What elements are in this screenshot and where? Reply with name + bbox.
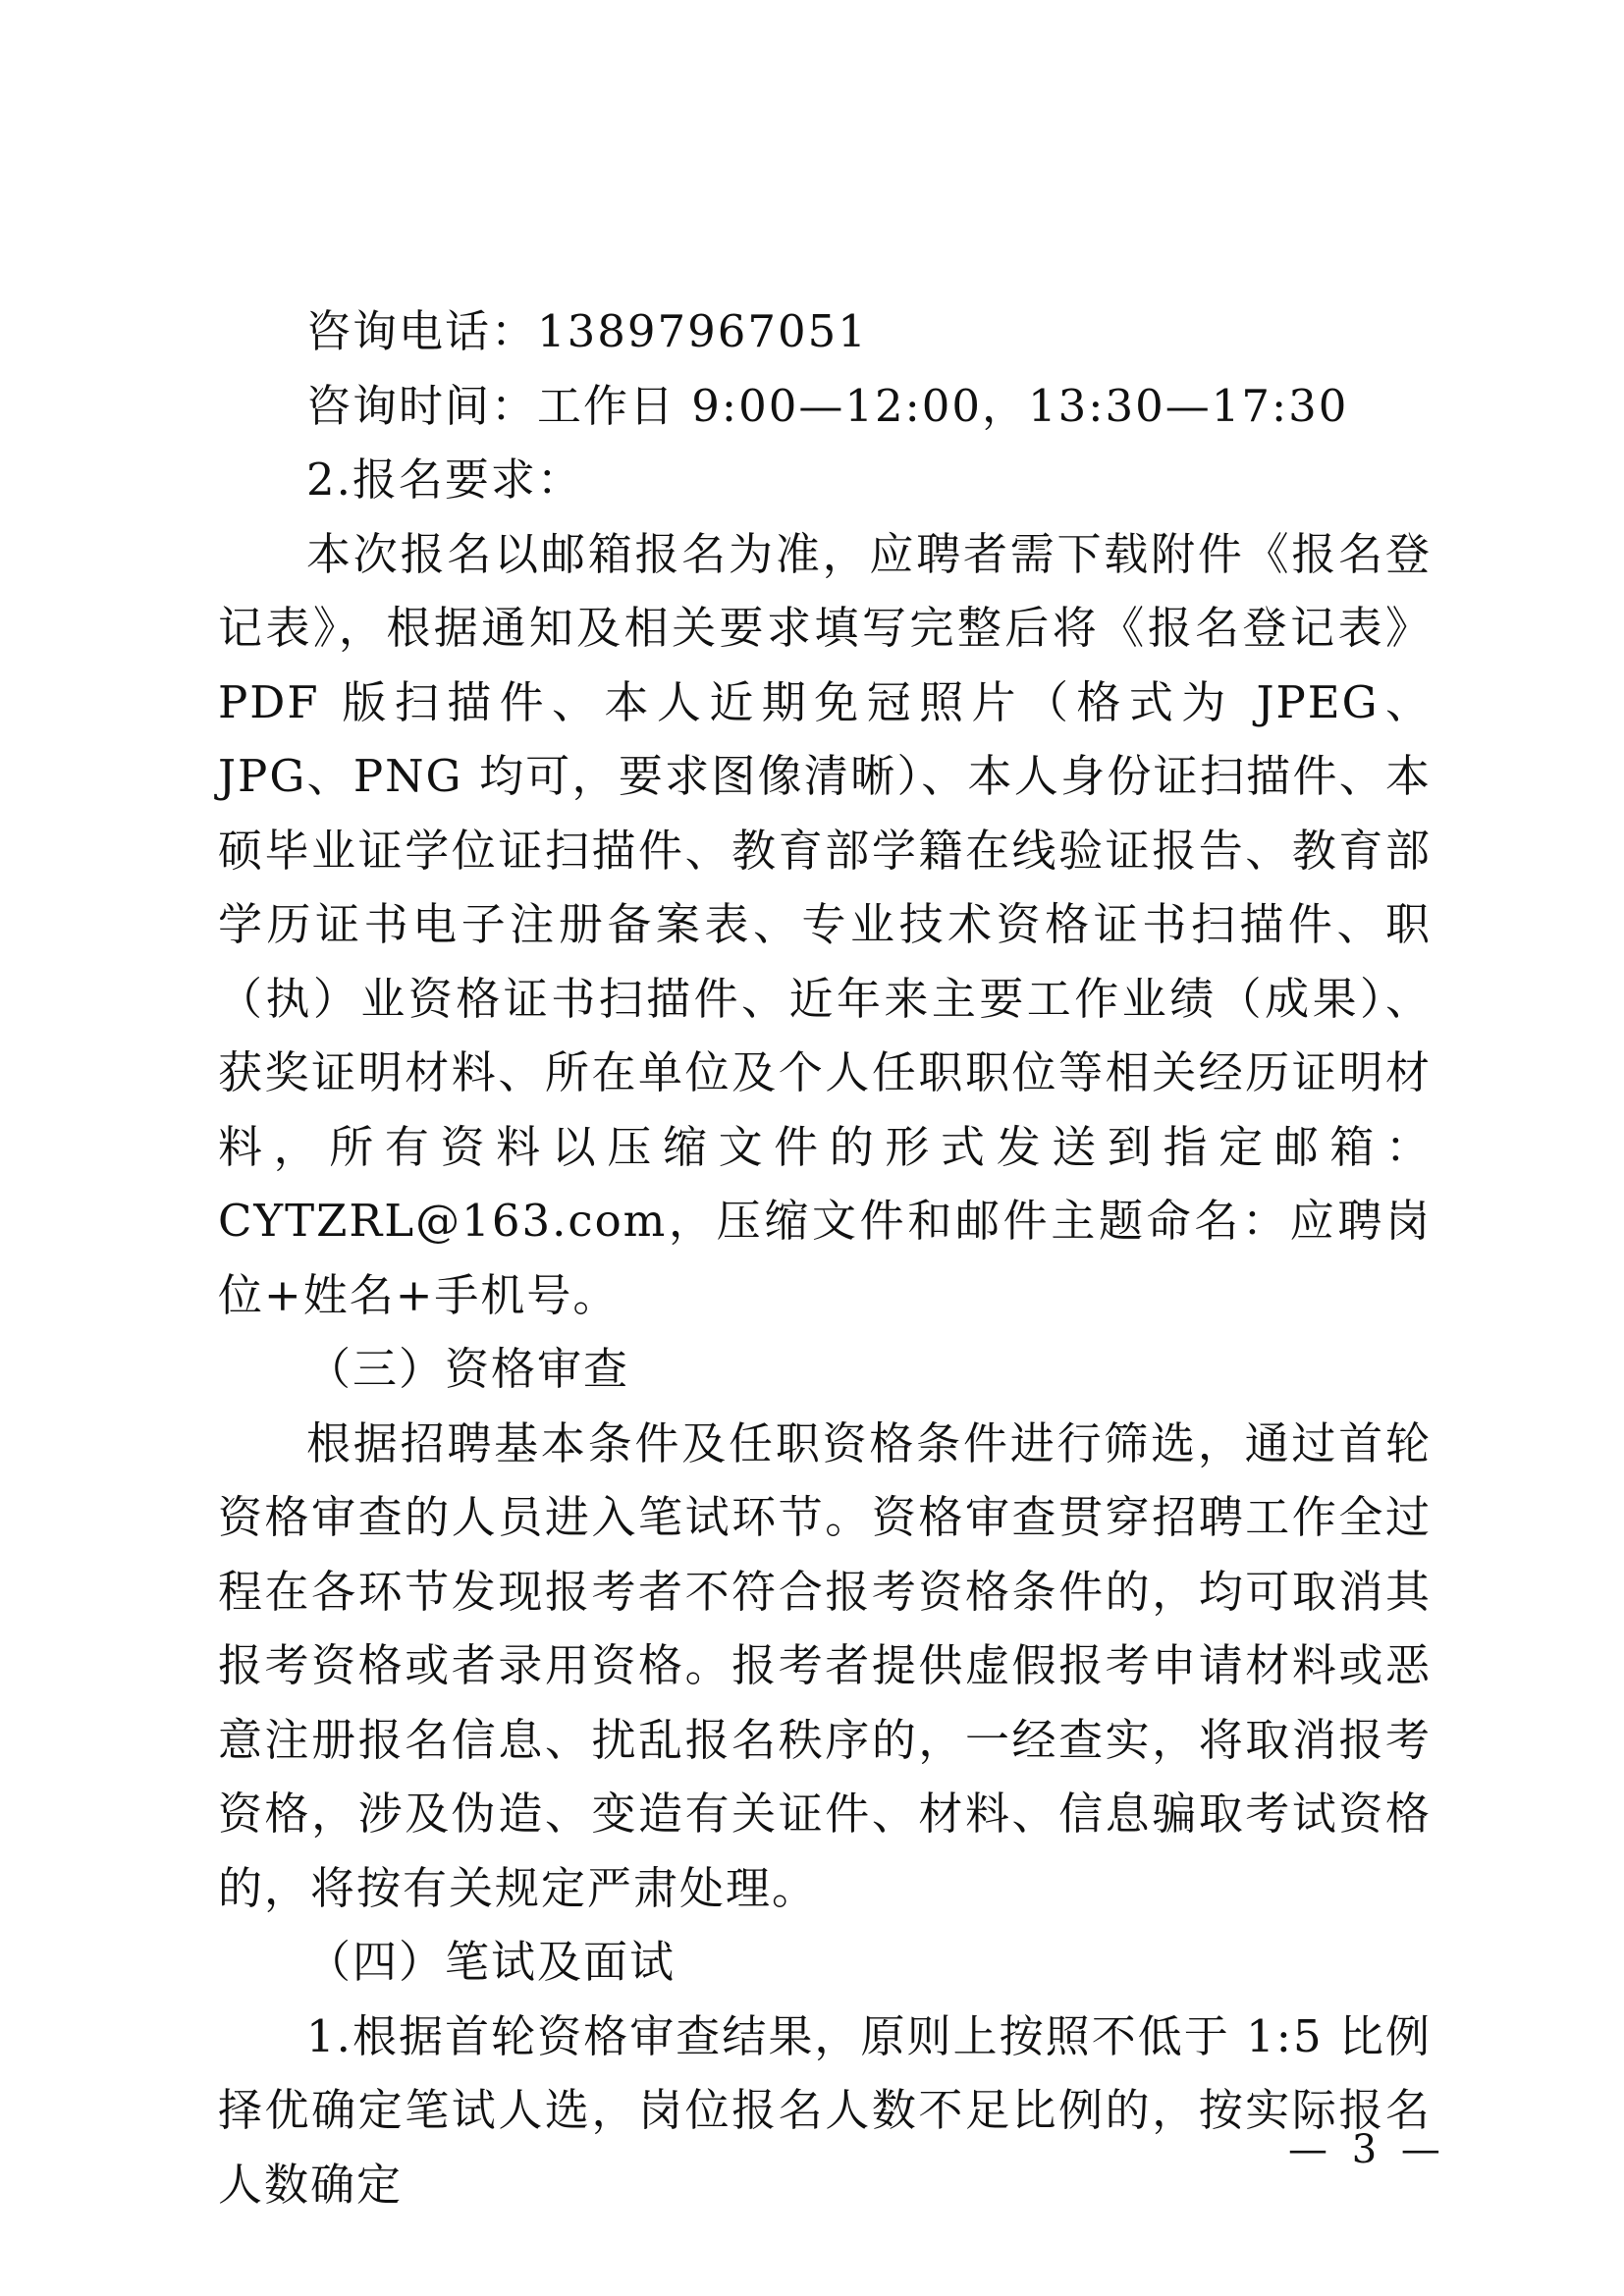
registration-requirements-heading: 2.报名要求：: [306, 454, 583, 506]
exam-interview-heading: （四）笔试及面试: [306, 1936, 677, 1988]
document-body: [218, 294, 1432, 2221]
consult-time-line: 咨询时间：工作日 9:00—12:00，13:30—17:30: [306, 379, 1349, 432]
consult-phone-line: 咨询电话：13897967051: [306, 305, 868, 357]
exam-interview-paragraph: 1.根据首轮资格审查结果，原则上按照不低于 1:5 比例择优确定笔试人选，岗位报名人数不足比例的，按实际报名人数确定: [218, 2009, 1432, 2211]
page-number: — 3 —: [1288, 2127, 1446, 2172]
qualification-review-heading: （三）资格审查: [306, 1343, 630, 1395]
qualification-review-paragraph: 根据招聘基本条件及任职资格条件进行筛选，通过首轮资格审查的人员进入笔试环节。资格审查贯穿招聘工作全过程在各环节发现报考者不符合报考资格条件的，均可取消其报考资格或者录用资格。报考者提供虚假报考申请材料或恶意注册报名信息、扰乱报名秩序的，一经查实，将取消报考资格，涉及伪造、变造有关证件、材料、信息骗取考试资格的，将按有关规定严肃处理。: [218, 1416, 1432, 1914]
registration-requirements-paragraph: 本次报名以邮箱报名为准，应聘者需下载附件《报名登记表》，根据通知及相关要求填写完整后将《报名登记表》PDF 版扫描件、本人近期免冠照片（格式为 JPEG、JPG、PNG 均可，要求图像清晰）、本人身份证扫描件、本硕毕业证学位证扫描件、教育部学籍在线验证报告、教育部学历证书电子注册备案表、专业技术资格证书扫描件、职（执）业资格证书扫描件、近年来主要工作业绩（成果）、获奖证明材料、所在单位及个人任职职位等相关经历证明材料，所有资料以压缩文件的形式发送到指定邮箱：CYTZRL@163.com，压缩文件和邮件主题命名：应聘岗位+姓名+手机号。: [218, 527, 1432, 1321]
